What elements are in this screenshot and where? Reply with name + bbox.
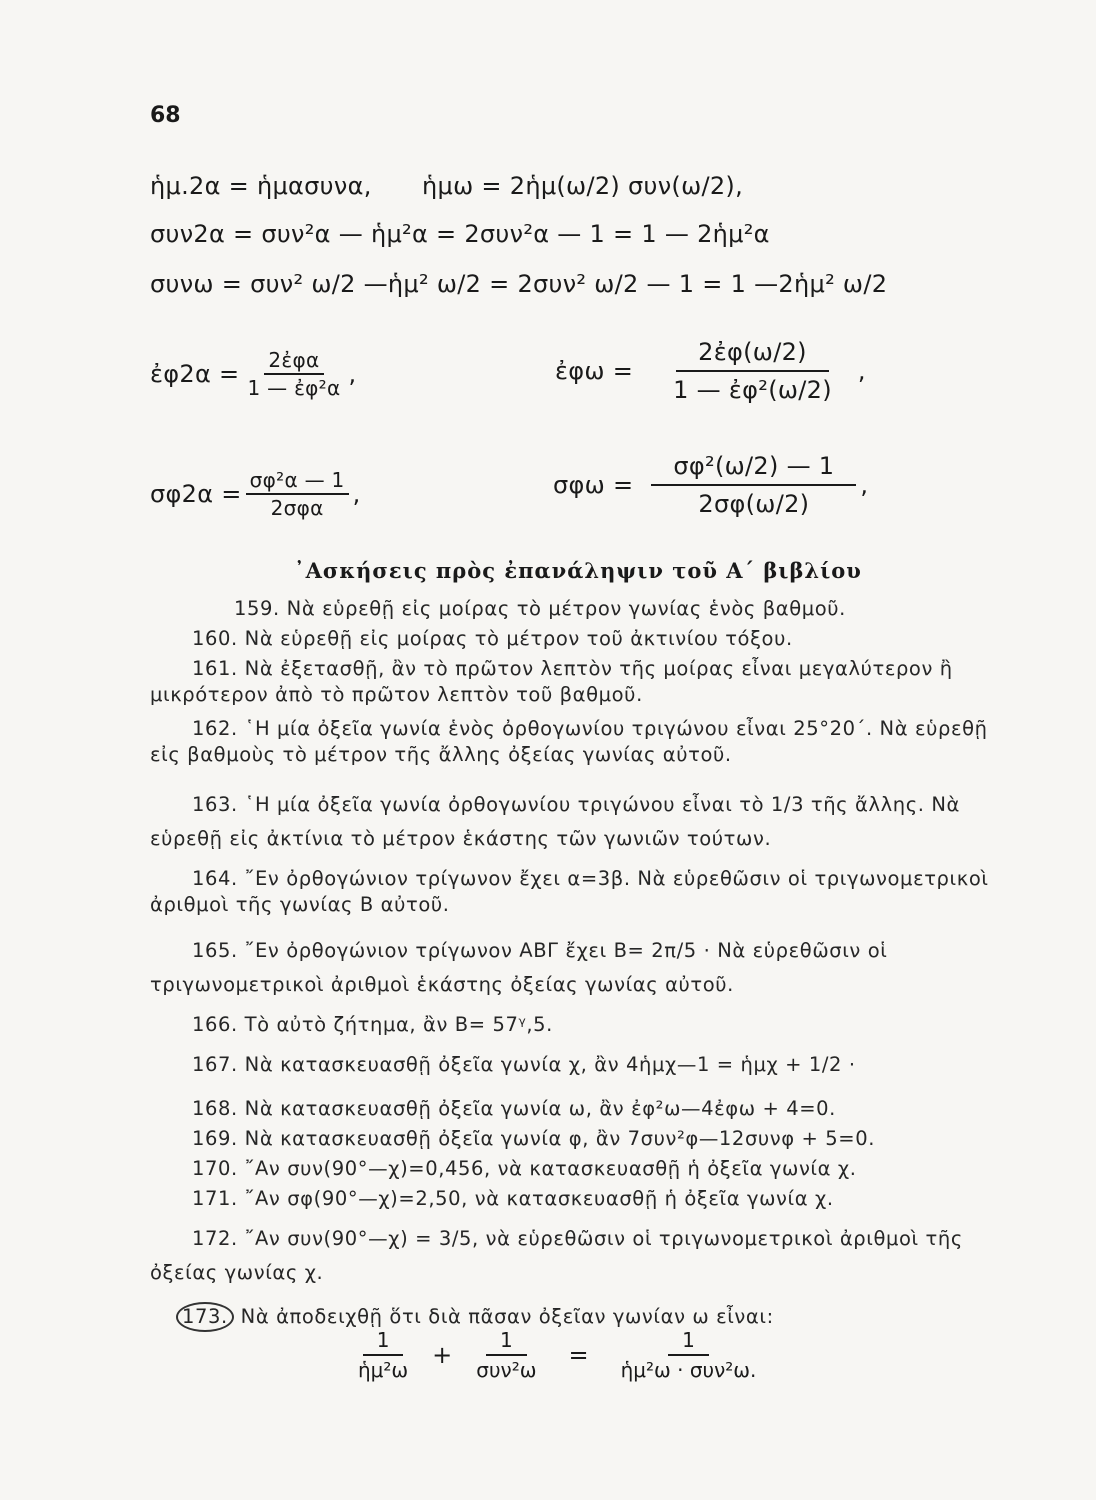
efo-numerator: 2ἐφ(ω/2) <box>676 338 829 372</box>
exercise-160 <box>150 626 990 652</box>
formula-sfo: σφω = $\frac{\text{σφ²(ω/2) — 1}}{2\sigma\varphi(\omega/2)}$ , <box>553 452 869 518</box>
term3-numerator: 1 <box>668 1328 709 1356</box>
exercise-168 <box>150 1096 990 1122</box>
term3-denominator: ἡμ²ω · συν²ω. <box>620 1358 757 1382</box>
exercise-text: Νὰ κατασκευασθῇ ὀξεῖα γωνία ω, ἂν ἐφ²ω—4ἐφω + 4=0. <box>244 1097 836 1120</box>
final-formula <box>340 1328 774 1382</box>
exercise-number: 166. <box>192 1013 238 1036</box>
term2-denominator: συν²ω <box>476 1358 537 1382</box>
exercise-number: 171. <box>192 1187 238 1210</box>
circled-exercise-number: 173. <box>176 1302 234 1332</box>
exercise-number: 162. <box>192 717 238 740</box>
section-heading: ᾿Ασκήσεις πρὸς ἐπανάληψιν τοῦ Α΄ βιβλίου <box>294 558 862 583</box>
exercise-170 <box>150 1156 990 1182</box>
exercise-number: 160. <box>192 627 238 650</box>
sf2a-numerator: σφ²α — 1 <box>246 468 349 495</box>
sfo-numerator: σφ²(ω/2) — 1 <box>651 452 856 486</box>
exercise-text: Νὰ ἐξετασθῇ, ἂν τὸ πρῶτον λεπτὸν τῆς μοίρας εἶναι μεγαλύτερον ἢ μικρότερον ἀπὸ τὸ πρῶτον λεπτὸν τοῦ βαθμοῦ. <box>150 657 953 706</box>
efo-fraction <box>651 338 854 404</box>
exercise-text: ῾Η μία ὀξεῖα γωνία ἑνὸς ὀρθογωνίου τριγώνου εἶναι 25°20΄. Νὰ εὑρεθῇ εἰς βαθμοὺς τὸ μέτρον τῆς ἄλλης ὀξείας γωνίας αὐτοῦ. <box>150 717 988 766</box>
exercise-163 <box>150 788 990 856</box>
exercise-text: ῎Εν ὀρθογώνιον τρίγωνον ΑΒΓ ἔχει Β= 2π/5 · Νὰ εὑρεθῶσιν οἱ τριγωνομετρικοὶ ἀριθμοὶ ἑκάστης ὀξείας γωνίας αὐτοῦ. <box>150 939 888 996</box>
equals-sign: = <box>568 1341 589 1369</box>
formula-sf2a: σφ2α = $\frac{\text{σφ²α — 1}}{\text{2σφα}}$ , <box>150 468 361 520</box>
exercise-number: 161. <box>192 657 238 680</box>
exercise-text: ῎Αν συν(90°—χ) = 3/5, νὰ εὑρεθῶσιν οἱ τριγωνομετρικοὶ ἀριθμοὶ τῆς ὀξείας γωνίας χ. <box>150 1227 963 1284</box>
term3-fraction <box>607 1328 771 1382</box>
term1-denominator: ἡμ²ω <box>358 1358 409 1382</box>
page-number: 68 <box>150 103 181 128</box>
efo-lhs: ἐφω = <box>555 357 634 385</box>
exercise-text: Νὰ κατασκευασθῇ ὀξεῖα γωνία χ, ἂν 4ἡμχ—1 = ἡμχ + 1/2 · <box>244 1053 856 1076</box>
formula-syn2a: συν2α = συν²α — ἡμ²α = 2συν²α — 1 = 1 — 2ἡμ²α <box>150 220 770 248</box>
sf2a-fraction <box>246 468 349 520</box>
exercise-text: ῎Αν συν(90°—χ)=0,456, νὰ κατασκευασθῇ ἡ ὀξεῖα γωνία χ. <box>244 1157 857 1180</box>
exercise-number: 168. <box>192 1097 238 1120</box>
exercise-161 <box>150 656 990 708</box>
exercise-text: ῎Αν σφ(90°—χ)=2,50, νὰ κατασκευασθῇ ἡ ὀξεῖα γωνία χ. <box>244 1187 834 1210</box>
formula-ef2a: ἐφ2α = $\frac{\text{2ἐφα}}{\text{1 — ἐφ²α}}$ , <box>150 348 357 400</box>
sfo-denominator: 2σφ(ω/2) <box>698 490 810 518</box>
exercise-text: Τὸ αὐτὸ ζήτημα, ἂν Β= 57ᵞ,5. <box>244 1013 553 1036</box>
exercise-165 <box>150 934 990 1002</box>
exercise-171 <box>150 1186 990 1212</box>
exercise-number: 170. <box>192 1157 238 1180</box>
exercise-text: Νὰ εὑρεθῇ εἰς μοίρας τὸ μέτρον γωνίας ἑνὸς βαθμοῦ. <box>286 597 846 620</box>
exercise-162 <box>150 716 990 768</box>
plus-sign: + <box>432 1341 453 1369</box>
term2-fraction <box>462 1328 550 1382</box>
formula-syno: συνω = συν² ω/2 —ἡμ² ω/2 = 2συν² ω/2 — 1 = 1 —2ἡμ² ω/2 <box>150 270 888 298</box>
ef2a-fraction <box>243 348 344 400</box>
formula-hm2a: ἡμ.2α = ἡμασυνα, <box>150 172 372 200</box>
exercise-text: Νὰ εὑρεθῇ εἰς μοίρας τὸ μέτρον τοῦ ἀκτινίου τόξου. <box>244 627 793 650</box>
exercise-text: Νὰ κατασκευασθῇ ὀξεῖα γωνία φ, ἂν 7συν²φ—12συνφ + 5=0. <box>244 1127 876 1150</box>
ef2a-lhs: ἐφ2α = <box>150 360 240 388</box>
exercise-text: ῎Εν ὀρθογώνιον τρίγωνον ἔχει α=3β. Νὰ εὑρεθῶσιν οἱ τριγωνομετρικοὶ ἀριθμοὶ τῆς γωνίας Β αὐτοῦ. <box>150 867 989 916</box>
exercise-number: 167. <box>192 1053 238 1076</box>
exercise-number: 172. <box>192 1227 238 1250</box>
ef2a-denominator: 1 — ἐφ²α <box>247 376 341 400</box>
term1-fraction <box>344 1328 422 1382</box>
exercise-number: 169. <box>192 1127 238 1150</box>
sf2a-denominator: 2σφα <box>270 496 324 520</box>
exercise-167 <box>150 1052 990 1078</box>
formula-efo: ἐφω = $\frac{\text{2ἐφ(ω/2)}}{\text{1 — ἐφ²(ω/2)}}$ , <box>555 338 866 404</box>
exercise-172 <box>150 1222 990 1290</box>
exercise-number: 159. <box>234 597 280 620</box>
efo-denominator: 1 — ἐφ²(ω/2) <box>673 376 832 404</box>
sfo-fraction <box>651 452 856 518</box>
sf2a-lhs: σφ2α = <box>150 480 242 508</box>
exercise-text: Νὰ ἀποδειχθῇ ὅτι διὰ πᾶσαν ὀξεῖαν γωνίαν ω εἶναι: <box>240 1305 774 1328</box>
formula-hmo: ἡμω = 2ἡμ(ω/2) συν(ω/2), <box>422 172 744 200</box>
exercise-159 <box>150 596 990 622</box>
exercise-164 <box>150 866 990 918</box>
exercise-166 <box>150 1012 990 1038</box>
term2-numerator: 1 <box>486 1328 527 1356</box>
sfo-lhs: σφω = <box>553 471 634 499</box>
ef2a-numerator: 2ἐφα <box>264 348 323 375</box>
exercise-number: 164. <box>192 867 238 890</box>
exercise-number: 163. <box>192 793 238 816</box>
exercise-169 <box>150 1126 990 1152</box>
exercise-text: ῾Η μία ὀξεῖα γωνία ὀρθογωνίου τριγώνου εἶναι τὸ 1/3 τῆς ἄλλης. Νὰ εὑρεθῇ εἰς ἀκτίνια τὸ μέτρον ἑκάστης τῶν γωνιῶν τούτων. <box>150 793 960 850</box>
term1-numerator: 1 <box>363 1328 404 1356</box>
exercise-number: 165. <box>192 939 238 962</box>
